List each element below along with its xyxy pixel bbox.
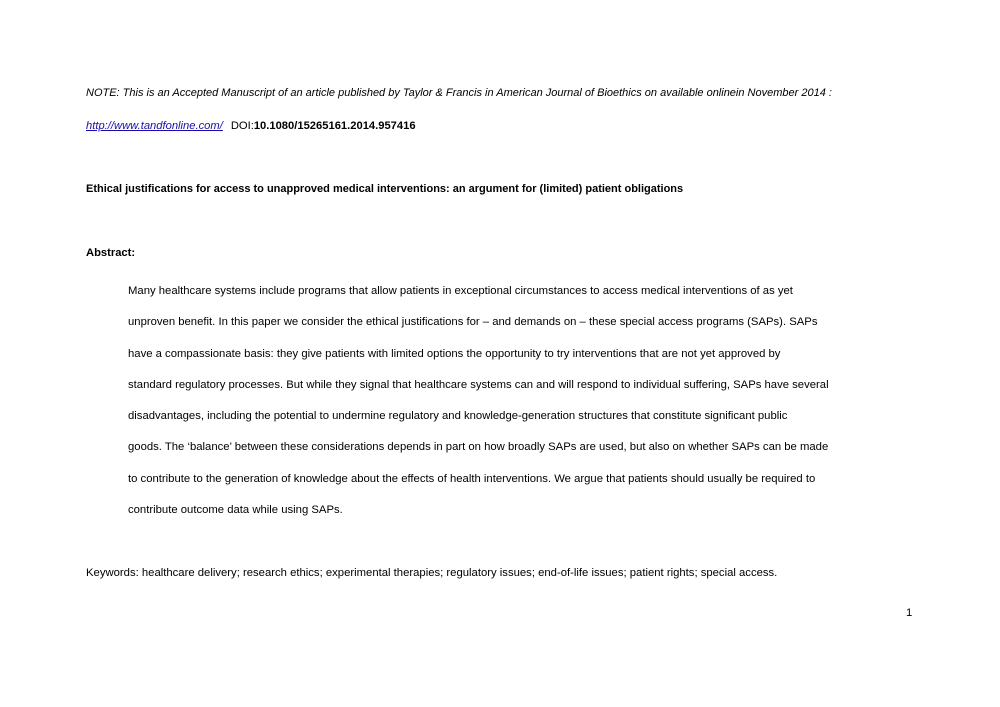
abstract-line: unproven benefit. In this paper we consider the ethical justifications for – and demands on – these special access programs (SAPs). SAPs — [128, 316, 818, 329]
source-link-line — [86, 119, 416, 133]
abstract-line: Many healthcare systems include programs that allow patients in exceptional circumstances to access medical interventions of as yet — [128, 285, 793, 297]
abstract-line: goods. The ‘balance’ between these considerations depends in part on how broadly SAPs are used, but also on whether SAPs can be made — [128, 441, 829, 454]
doi-value: 10.1080/15265161.2014.957416 — [253, 120, 416, 132]
article-title: Ethical justifications for access to unapproved medical interventions: an argument for (limited) patient obligations — [86, 183, 684, 195]
page-number: 1 — [906, 607, 913, 619]
abstract-line: have a compassionate basis: they give patients with limited options the opportunity to try interventions that are not yet approved by — [128, 347, 781, 360]
publisher-link[interactable]: http://www.tandfonline.com/ — [86, 120, 223, 132]
abstract-heading: Abstract: — [86, 247, 136, 259]
abstract-line: contribute outcome data while using SAPs. — [128, 504, 343, 517]
publication-note: NOTE: This is an Accepted Manuscript of an article published by Taylor & Francis in American Journal of Bioethics on available onlinein November 2014 : — [86, 87, 832, 99]
keywords: Keywords: healthcare delivery; research ethics; experimental therapies; regulatory issues; end-of-life issues; patient rights; special access. — [86, 567, 778, 579]
doi-label: DOI: — [230, 120, 254, 132]
abstract-body — [128, 276, 918, 526]
abstract-line: to contribute to the generation of knowledge about the effects of health interventions. We argue that patients should usually be required to — [128, 472, 816, 485]
abstract-line: standard regulatory processes. But while they signal that healthcare systems can and will respond to individual suffering, SAPs have several — [128, 378, 829, 391]
abstract-line: disadvantages, including the potential to undermine regulatory and knowledge-generation structures that constitute significant public — [128, 410, 788, 423]
